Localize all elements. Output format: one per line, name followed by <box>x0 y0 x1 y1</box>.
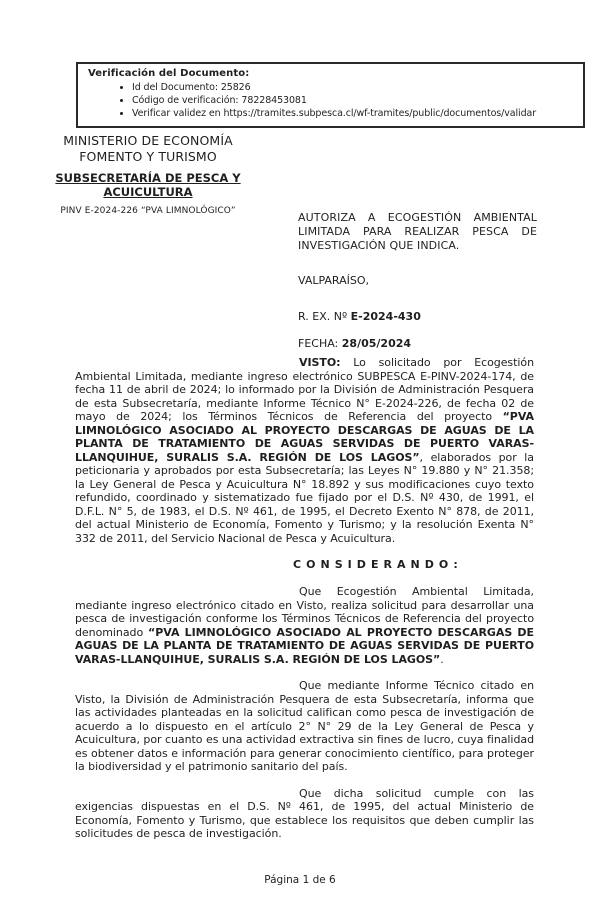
subsecretaria-title: SUBSECRETARÍA DE PESCA Y ACUICULTURA <box>55 171 241 199</box>
resolution-date-line <box>298 337 537 350</box>
page-footer: Página 1 de 6 <box>264 874 336 886</box>
considerando-heading: C O N S I D E R A N D O : <box>293 558 459 571</box>
document-reference: PINV E-2024-226 “PVA LIMNOLÓGICO” <box>60 206 236 216</box>
resolution-subject: AUTORIZA A ECOGESTIÓN AMBIENTAL LIMITADA PARA REALIZAR PESCA DE INVESTIGACIÓN QUE INDICA. <box>298 211 537 252</box>
verification-list <box>88 81 579 120</box>
ministry-name-line2: FOMENTO Y TURISMO <box>79 148 217 164</box>
resolution-number-label: R. EX. Nº <box>298 310 351 323</box>
verification-item-code: • Código de verificación: 78228453081 <box>132 94 579 107</box>
considerando-paragraph-3: Que dicha solicitud cumple con las exigencias dispuestas en el D.S. Nº 461, de 1995, del actual Ministerio de Economía, Fomento y Turismo, que establece los requisitos que deben cumplir las solicitudes de pesca de investigación. <box>75 786 534 840</box>
verification-box <box>76 62 585 128</box>
verification-title: Verificación del Documento: <box>88 68 250 79</box>
letterhead <box>24 133 272 216</box>
resolution-number-line <box>298 310 537 323</box>
ministry-name-line1: MINISTERIO DE ECONOMÍA <box>63 133 233 148</box>
resolution-header <box>298 211 537 350</box>
considerando-paragraph-2: Que mediante Informe Técnico citado en Visto, la División de Administración Pesquera de esta Subsecretaría, informa que las actividades planteadas en la solicitud califican como pesca de investigación de acuerdo a lo dispuesto en el artículo 2° N° 29 de la Ley General de Pesca y Acuicultura, por cuanto es una actividad extractiva sin fines de lucro, cuya finalidad es obtener datos e información para generar conocimiento científico, para proteger la biodiversidad y el patrimonio sanitario del país. <box>75 679 534 773</box>
document-body <box>75 356 534 854</box>
resolution-number-value: E-2024-430 <box>350 310 421 323</box>
verification-item-document-id: • Id del Documento: 25826 <box>132 81 579 94</box>
considerando-paragraph-1: Que Ecogestión Ambiental Limitada, mediante ingreso electrónico citado en Visto, realiza solicitud para desarrollar una pesca de investigación conforme los Términos Técnicos de Referencia del proyecto denominado “PVA LIMNOLÓGICO ASOCIADO AL PROYECTO DESCARGAS DE AGUAS DE LA PLANTA DE TRATAMIENTO DE AGUAS SERVIDAS DE PUERTO VARAS-LLANQUIHUE, SURALIS S.A. REGIÓN DE LOS LAGOS”. <box>75 585 534 666</box>
date-value: 28/05/2024 <box>341 337 412 350</box>
verification-item-url: • Verificar validez en https://tramites.subpesca.cl/wf-tramites/public/documentos/validar <box>132 107 579 120</box>
visto-paragraph: VISTO: Lo solicitado por Ecogestión Ambiental Limitada, mediante ingreso electrónico SUBPESCA E-PINV-2024-174, de fecha 11 de abril de 2024; lo informado por la División de Administración Pesquera de esta Subsecretaría, mediante Informe Técnico N° E-2024-226, de fecha 02 de mayo de 2024; los Términos Técnicos de Referencia del proyecto “PVA LIMNOLÓGICO ASOCIADO AL PROYECTO DESCARGAS DE AGUAS DE LA PLANTA DE TRATAMIENTO DE AGUAS SERVIDAS DE PUERTO VARAS-LLANQUIHUE, SURALIS S.A. REGIÓN DE LOS LAGOS”, elaborados por la peticionaria y aprobados por esta Subsecretaría; las Leyes N° 19.880 y N° 21.358; la Ley General de Pesca y Acuicultura N° 18.892 y sus modificaciones cuyo texto refundido, coordinado y sistematizado fue fijado por el D.S. Nº 430, de 1991, el D.F.L. N° 5, de 1983, el D.S. Nº 461, de 1995, el Decreto Exento N° 878, de 2011, del actual Ministerio de Economía, Fomento y Turismo; y la resolución Exenta N° 332 de 2011, del Servicio Nacional de Pesca y Acuicultura. <box>75 356 534 545</box>
city-line: VALPARAÍSO, <box>298 274 370 287</box>
date-label: FECHA: <box>298 337 342 350</box>
